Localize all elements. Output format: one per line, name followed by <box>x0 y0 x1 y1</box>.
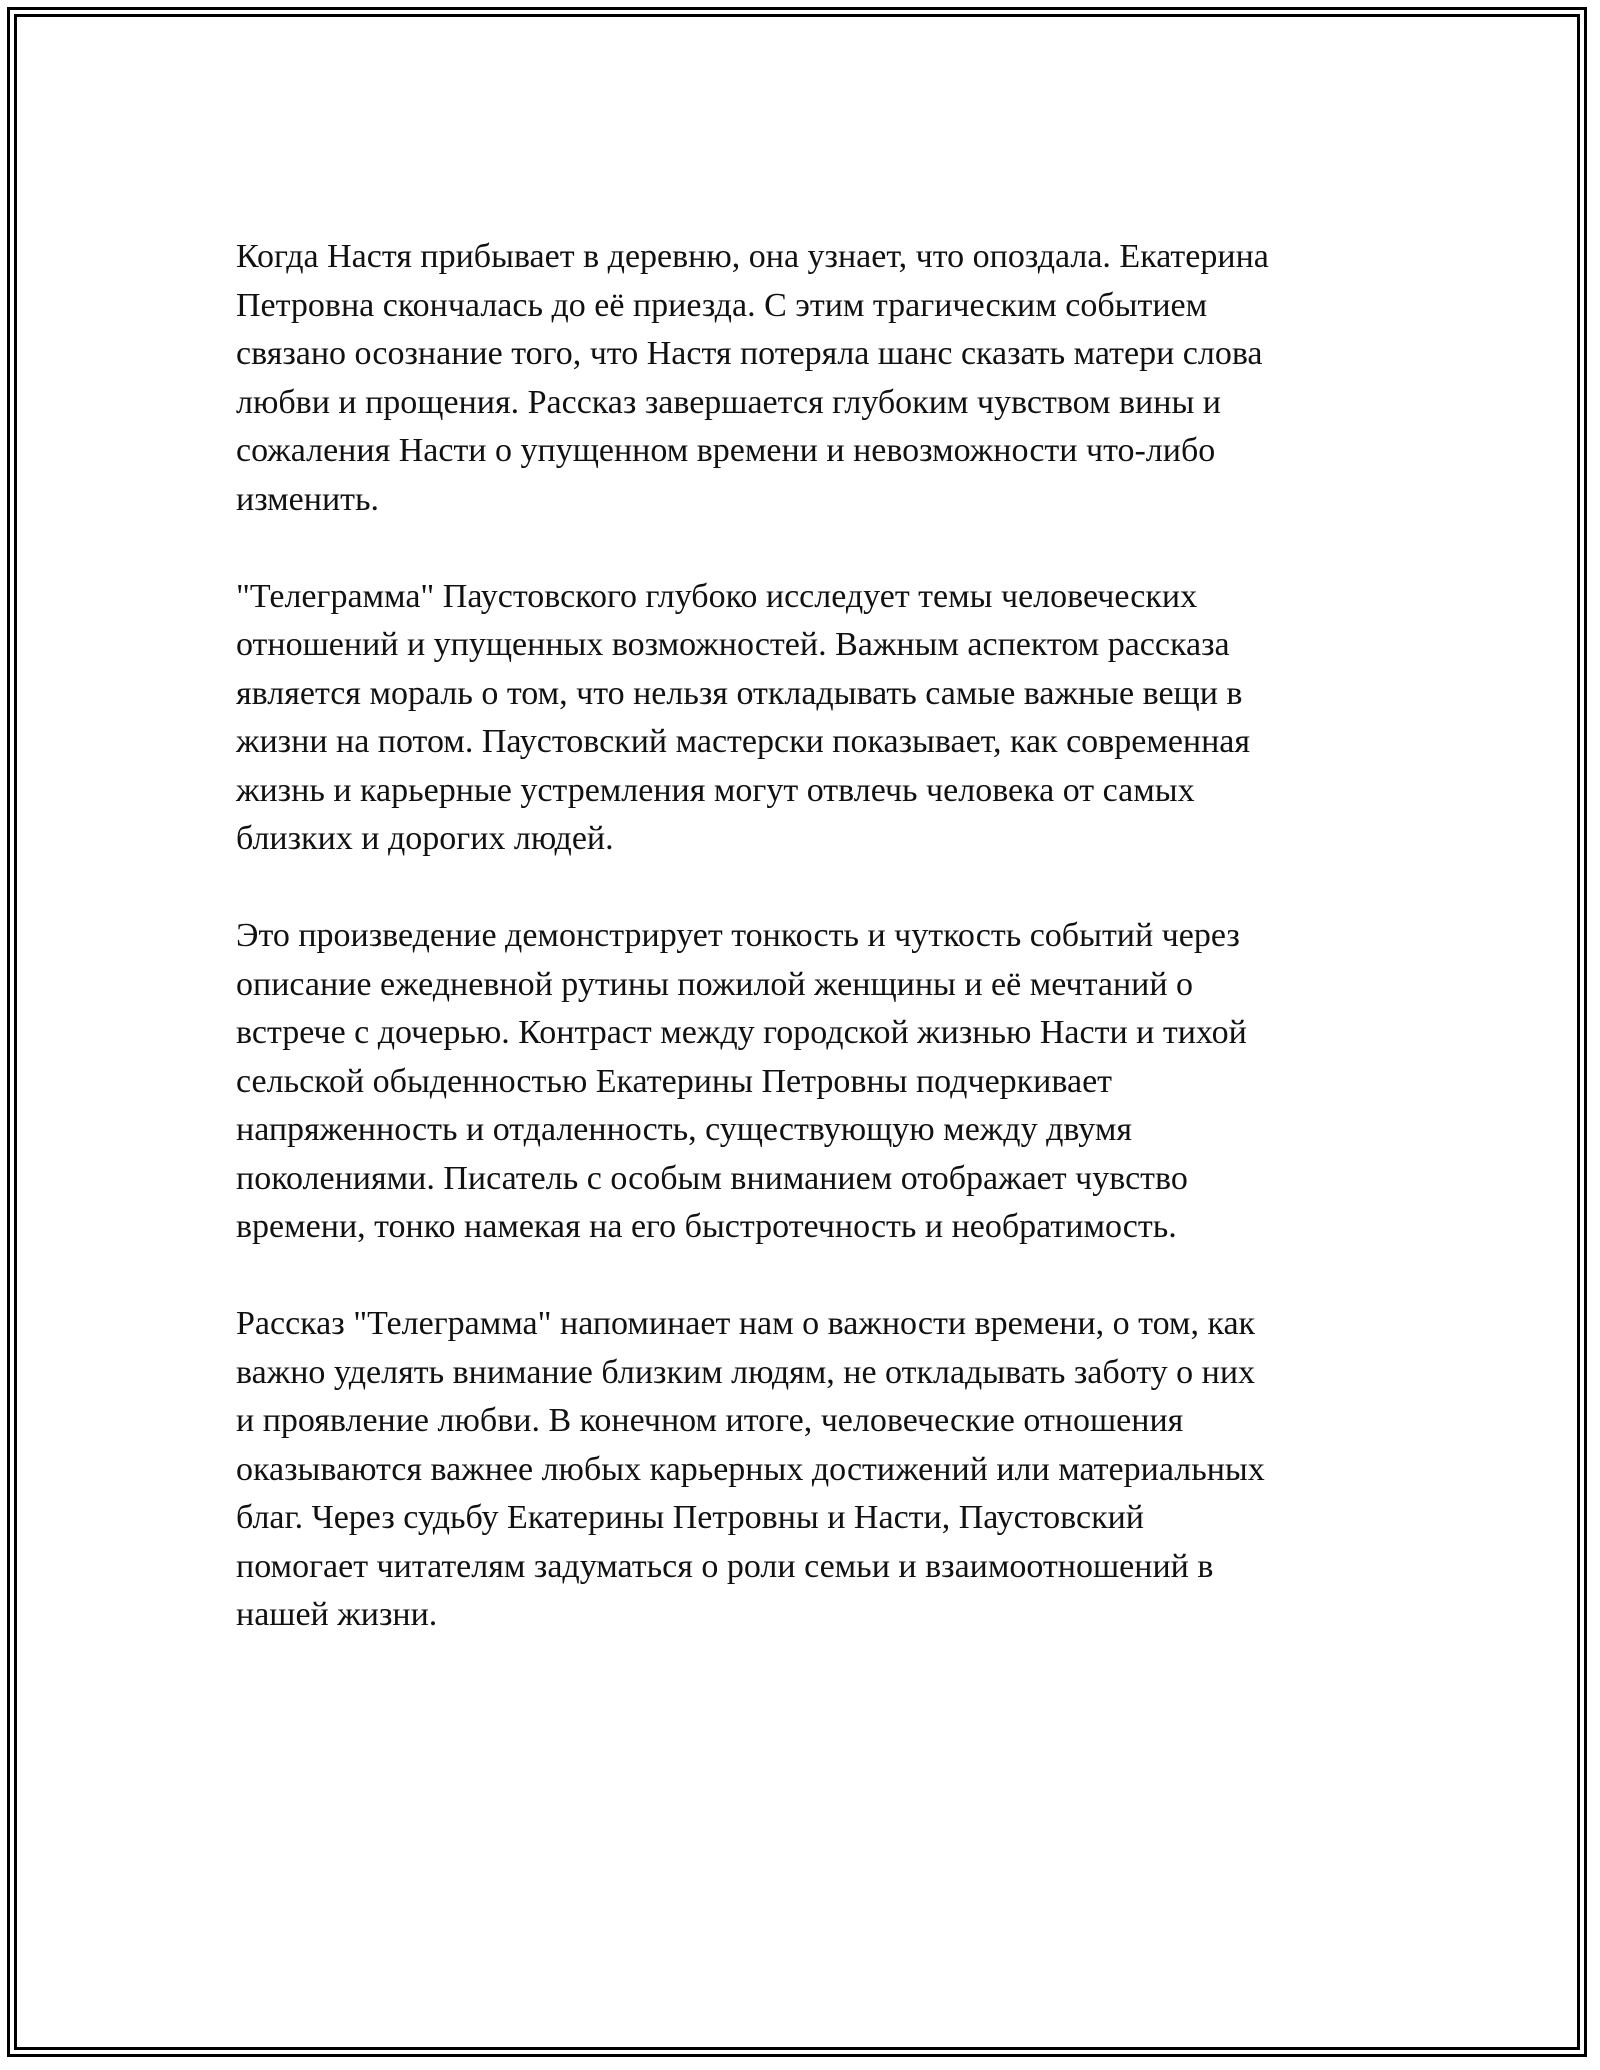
paragraph-2: "Телеграмма" Паустовского глубоко исследует темы человеческих отношений и упущенных возможностей. Важным аспектом рассказа является мораль о том, что нельзя откладывать самые важные вещи в жизни на потом. Паустовский мастерски показывает, как современная жизнь и карьерные устремления могут отвлечь человека от самых близких и дорогих людей. <box>236 577 1251 857</box>
paragraph-4: Рассказ "Телеграмма" напоминает нам о важности времени, о том, как важно уделять внимание близким людям, не откладывать заботу о них и проявление любви. В конечном итоге, человеческие отношения оказываются важнее любых карьерных достижений или материальных благ. Через судьбу Екатерины Петровны и Насти, Паустовский помогает читателям задуматься о роли семьи и взаимоотношений в нашей жизни. <box>236 1305 1265 1633</box>
document-body <box>236 233 1376 1688</box>
paragraph-1: Когда Настя прибывает в деревню, она узнает, что опоздала. Екатерина Петровна скончалась до её приезда. С этим трагическим событием связано осознание того, что Настя потеряла шанс сказать матери слова любви и прощения. Рассказ завершается глубоким чувством вины и сожаления Насти о упущенном времени и невозможности что-либо изменить. <box>236 238 1269 518</box>
paragraph-3: Это произведение демонстрирует тонкость и чуткость событий через описание ежедневной рутины пожилой женщины и её мечтаний о встрече с дочерью. Контраст между городской жизнью Насти и тихой сельской обыденностью Екатерины Петровны подчеркивает напряженность и отдаленность, существующую между двумя поколениями. Писатель с особым вниманием отображает чувство времени, тонко намекая на его быстротечность и необратимость. <box>236 917 1247 1245</box>
